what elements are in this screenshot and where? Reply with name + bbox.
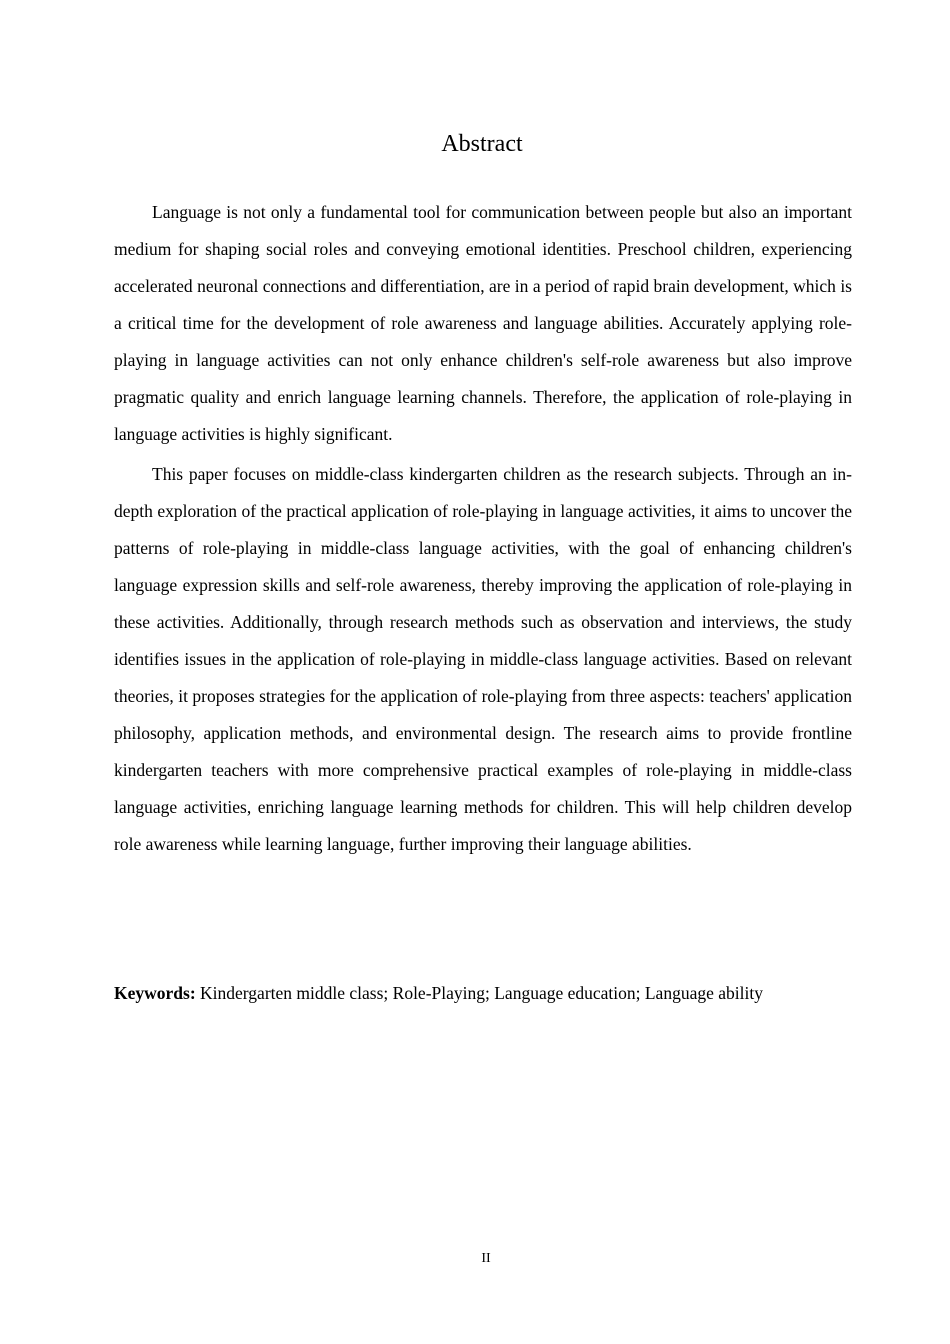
abstract-paragraph-2: This paper focuses on middle-class kindergarten children as the research subjects. Through an in-depth exploration of the practical application of role-playing in language activities, it aims to uncover the patterns of role-playing in middle-class language activities, with the goal of enhancing children's language expression skills and self-role awareness, thereby improving the application of role-playing in these activities. Additionally, through research methods such as observation and interviews, the study identifies issues in the application of role-playing in middle-class language activities. Based on relevant theories, it proposes strategies for the application of role-playing from three aspects: teachers' application philosophy, application methods, and environmental design. The research aims to provide frontline kindergarten teachers with more comprehensive practical examples of role-playing in middle-class language activities, enriching language learning methods for children. This will help children develop role awareness while learning language, further improving their language abilities. (114, 464, 852, 854)
page-title: Abstract (441, 131, 523, 157)
abstract-body (114, 194, 852, 863)
keywords-line (114, 978, 874, 1008)
abstract-paragraph-1: Language is not only a fundamental tool for communication between people but also an important medium for shaping social roles and conveying emotional identities. Preschool children, experiencing accelerated neuronal connections and differentiation, are in a period of rapid brain development, which is a critical time for the development of role awareness and language abilities. Accurately applying role-playing in language activities can not only enhance children's self-role awareness but also improve pragmatic quality and enrich language learning channels. Therefore, the application of role-playing in language activities is highly significant. (114, 202, 852, 444)
keywords-text: Kindergarten middle class; Role-Playing; Language education; Language ability (200, 983, 763, 1003)
page-number: II (481, 1251, 491, 1266)
keywords-label: Keywords: (114, 983, 196, 1003)
